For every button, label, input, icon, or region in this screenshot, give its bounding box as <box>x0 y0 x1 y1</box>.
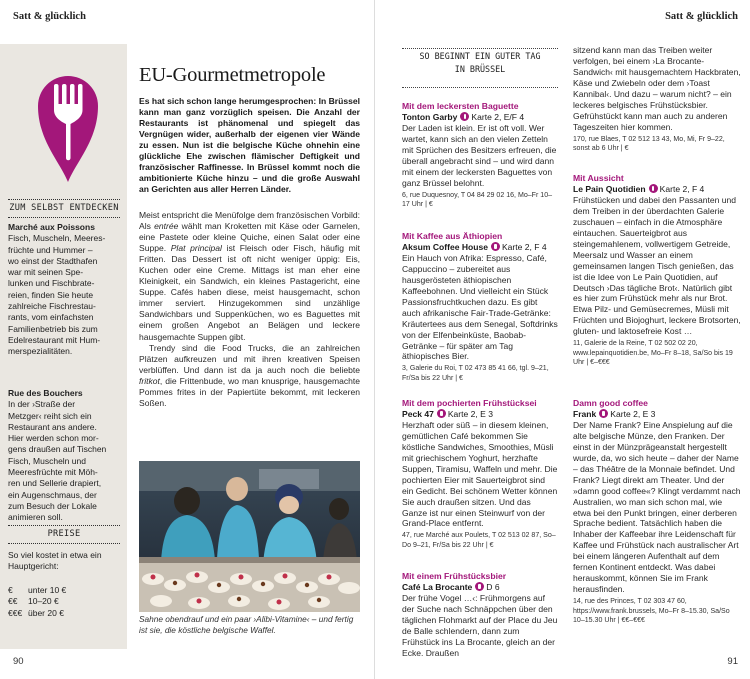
sidebar-entry: Marché aux Poissons Fisch, Muscheln, Meeres- früchte und Hummer – wo einst der Stadthafen war mit seinen Spe- lunken und Fischbrate- reien, finden Sie heute zahlreiche Fischrestau- rants, vom einfachsten Familienbetrieb bis zum Edelrestaurant mit Hum- merspezialitäten. <box>8 222 106 357</box>
entry-name: Rue des Bouchers <box>8 388 83 398</box>
price-row: €€€ über 20 € <box>8 607 64 618</box>
entry-text: Frühstücken und dabei den Passanten und dem Treiben in der überdachten Galerie zuschauen – einfach in die Atmosphäre eintauchen. Sauerteigbrot aus steingemahlenem, vollwertigem Getreide, Meersalz und Wasser an einem gemeinsamen langen Tisch genießen, das ist die Idee von Le Pain Quotidien, auf Deutsch ›Das tägliche Brot‹. Natürlich gibt es hier zum Frühstück mehr als nur Brot. Etwa Pilz- und Gemüsecremes, Müsli mit Früchten und Biojoghurt, leckere Brotsorten, gluten- und laktosefreie Kost … <box>573 194 741 337</box>
map-marker-icon <box>491 242 500 251</box>
venue-entry <box>573 173 741 368</box>
venue-entry <box>402 231 558 383</box>
map-reference: Karte 2, F 4 <box>501 241 547 252</box>
prices-heading: PREISE <box>47 529 81 539</box>
map-marker-icon <box>475 582 484 591</box>
page-title: EU-Gourmetmetropole <box>139 64 326 86</box>
right-page <box>375 0 750 679</box>
venue-entry-continued <box>573 45 741 154</box>
running-head: Satt & glücklich <box>665 11 738 22</box>
map-reference: D 6 <box>486 581 500 592</box>
running-head: Satt & glücklich <box>13 11 86 22</box>
entry-address: 3, Galerie du Roi, T 02 473 85 41 66, tgl. 9–21, Fr/Sa bis 22 Uhr | € <box>402 365 549 382</box>
map-reference: Karte 2, E/F 4 <box>471 111 525 122</box>
intro-paragraph: Es hat sich schon lange herumgesprochen: In Brüssel kann man ganz vorzüglich speisen. Die Anzahl der Restaurants ist phänomenal und spiegelt das Vergnügen wider, außerhalb der eigenen vier Wände zu essen. Nun ist die belgische Küche ohnehin eine glückliche Ehe zwischen flämischer Deftigkeit und französischer Raffinesse. In Brüssel kommt noch die ambitionierte Küche hinzu – und die große Auswahl an Gerichten aus aller Herren Länder. <box>139 96 360 195</box>
paragraph: Trendy sind die Food Trucks, die an zahlreichen Plätzen aufkreuzen und mit ihren kreativen Speisen verblüffen. Und dann ist da ja auch noch die beliebte fritkot, die Frittenbude, wo man knusprige, hausgemachte Pommes frites in der Papiertüte bekommt, mit leckeren Soßen. <box>139 342 360 408</box>
entry-text: sitzend kann man das Treiben weiter verfolgen, bei einem ›La Brocante-Sandwich‹ mit hausgemachtem Hackbraten, Käse und Zwiebeln oder dem ›Toast Kannibal‹. Und dazu – warum nicht? – ein leckeres belgisches Frühstücksbier. Gefrühstückt kann man auch zu anderen Tageszeiten hier kommen. <box>573 45 741 132</box>
venue-name: Le Pain Quotidien <box>573 183 646 194</box>
prices-intro: So viel kostet in etwa ein Hauptgericht: <box>8 550 102 572</box>
divider <box>8 525 120 526</box>
entry-category: Mit dem leckersten Baguette <box>402 101 519 111</box>
fork-pin-icon <box>34 66 102 184</box>
entry-address: 170, rue Blaes, T 02 512 13 43, Mo, Mi, Fr 9–22, sonst ab 6 Uhr | € <box>573 135 725 153</box>
entry-text: Der Name Frank? Eine Anspielung auf die alte belgische Münze, den Franken. Der einst in der Münzprägeanstalt hergestellt wurde, da, wo sich heute – daher der Name – das Théâtre de la Monnaie befindet. Und Frank? Liegt direkt am Theater. Und der »damn good coffee«? Klingt verdammt nach Australien, wo man sich schon mal, wie etwa bei den Punkt bringen, einer derberen Sprache bedient. Tatsächlich haben die Inhaber der Kaffeebar ihre Leidenschaft für Kaffee und Frühstück nach australischer Art bei einem längeren Aufenthalt auf dem fernen Kontinent entdeckt. Was dabei herauskommt, können Sie im Frank herausfinden. <box>573 419 741 595</box>
price-row: €€ 10–20 € <box>8 596 59 607</box>
venue-entry <box>402 398 558 550</box>
entry-category: Mit dem pochierten Frühstücksei <box>402 398 537 408</box>
venue-entry <box>402 571 558 659</box>
entry-text: Ein Hauch von Afrika: Espresso, Café, Cappuccino – zubereitet aus hausgerösteten äthiopischen Kaffeebohnen. Und vielleicht ein Stück Passionsfruchtkuchen dazu. Es gibt auch afrikanische Fair-Trade-Getränke: Kräutertees aus dem Senegal, Softdrinks von der Elfenbeinküste, Baobab-Getränke – für später am Tag äthiopisches Bier. <box>402 252 558 362</box>
map-marker-icon <box>460 112 469 121</box>
divider <box>8 543 120 544</box>
body-text <box>139 210 360 409</box>
box-heading: SO BEGINNT EIN GUTER TAG <box>419 51 541 61</box>
venue-name: Aksum Coffee House <box>402 241 488 252</box>
price-row: € unter 10 € <box>8 585 67 595</box>
divider <box>8 199 120 200</box>
entry-address: 14, rue des Princes, T 02 303 47 60, https://www.frank.brussels, Mo–Fr 8–15.30, Sa/So 10–15.30 Uhr | €€–€€€ <box>573 598 730 625</box>
map-reference: Karte 2, F 4 <box>659 183 705 194</box>
entry-text: Herzhaft oder süß – in diesem kleinen, gemütlichen Café bekommen Sie köstliche Sandwiches, Smoothies, Müsli mit griechischem Yoghurt, herzhafte Suppen, Tiramisu, Waffeln und mehr. Die pochierten Eier mit Sauerteigbrot sind ein Gedicht. Bei schönem Wetter können Sie auch draußen sitzen. Und das Ganze ist nur einen Steinwurf von der Grand-Place entfernt. <box>402 419 558 529</box>
map-marker-icon <box>649 184 658 193</box>
price-list <box>8 585 124 619</box>
section-box <box>402 48 558 88</box>
venue-entry <box>573 398 741 626</box>
entry-category: Damn good coffee <box>573 398 648 408</box>
entry-text: Der frühe Vogel …‹: Frühmorgens auf der Suche nach Schnäppchen über den täglichen Flohmarkt auf der Place du Jeu de Balle schlendern, dann zum Frühstück ins La Brocante, gleich an der Ecke. Draußen <box>402 592 558 658</box>
entry-address: 11, Galerie de la Reine, T 02 502 02 20, www.lepainquotidien.be, Mo–Fr 8–18, Sa/So bis 19 Uhr | €–€€€ <box>573 340 733 367</box>
sidebar-heading: ZUM SELBST ENTDECKEN <box>9 203 119 213</box>
venue-name: Frank <box>573 408 597 419</box>
page-number: 90 <box>13 656 24 667</box>
venue-name: Café La Brocante <box>402 581 473 592</box>
photo-illustration <box>139 461 360 612</box>
sidebar-entry: Rue des Bouchers In der ›Straße der Metzger‹ reiht sich ein Restaurant ans andere. Hier werden schon mor- gens draußen auf Tischen Fisch, Muscheln und Meeresfrüchte mit Möh- ren und Sellerie drapiert, ein Augenschmaus, der zum Besuch der Lokale animieren soll. <box>8 388 107 523</box>
venue-name: Peck 47 <box>402 408 434 419</box>
divider <box>8 217 120 218</box>
map-marker-icon <box>437 409 446 418</box>
entry-address: 6, rue Duquesnoy, T 04 84 29 02 16, Mo–Fr 10–17 Uhr | € <box>402 191 553 209</box>
sidebar <box>0 44 127 649</box>
waffle-stand-photo <box>139 461 360 612</box>
page-number: 91 <box>727 656 738 667</box>
entry-category: Mit Aussicht <box>573 173 624 183</box>
map-reference: Karte 2, E 3 <box>610 408 656 419</box>
paragraph: Meist entspricht die Menüfolge dem französischen Vorbild: Als entrée wählt man Kroketten mit Käse oder Garnelen, eine Pastete oder kleine Quiche, einen Salat oder eine Suppe. Plat principal ist Fleisch oder Fisch, häufig mit Fritten. Das Dessert ist oft nicht weniger üppig: Eis, Kuchen oder eine Creme. Mittags ist man eher eine Kleinigkeit, ein Sandwich, ein kleines Pastagericht, eine Suppe. Cafés haben diese, meist hausgemacht, schon immer serviert. Hinzugekommen sind unzählige Sandwichbars und Suppenküchen, wo es Baguettes mit einem großen Angebot an Belägen und leckere hausgemachte Suppen gibt. <box>139 210 360 342</box>
entry-name: Marché aux Poissons <box>8 222 95 232</box>
entry-address: 47, rue Marché aux Poulets, T 02 513 02 87, So–Do 9–21, Fr/Sa bis 22 Uhr | € <box>402 532 556 549</box>
box-heading: IN BRÜSSEL <box>454 64 506 74</box>
photo-caption: Sahne obendrauf und ein paar ›Alibi-Vitamine‹ – und fertig ist sie, die köstliche belgische Waffel. <box>139 614 354 635</box>
venue-entry <box>402 101 558 210</box>
venue-name: Tonton Garby <box>402 111 458 122</box>
entry-text: Der Laden ist klein. Er ist oft voll. Wer wartet, kann sich an den vielen Zetteln mit Sprüchen des Besitzers erfreuen, die überall angebracht sind – und wird dann mit einem der leckersten Baguettes von ganz Brüssel belohnt. <box>402 122 557 188</box>
entry-category: Mit Kaffee aus Äthiopien <box>402 231 503 241</box>
map-marker-icon <box>599 409 608 418</box>
entry-category: Mit einem Frühstücksbier <box>402 571 507 581</box>
map-reference: Karte 2, E 3 <box>447 408 493 419</box>
